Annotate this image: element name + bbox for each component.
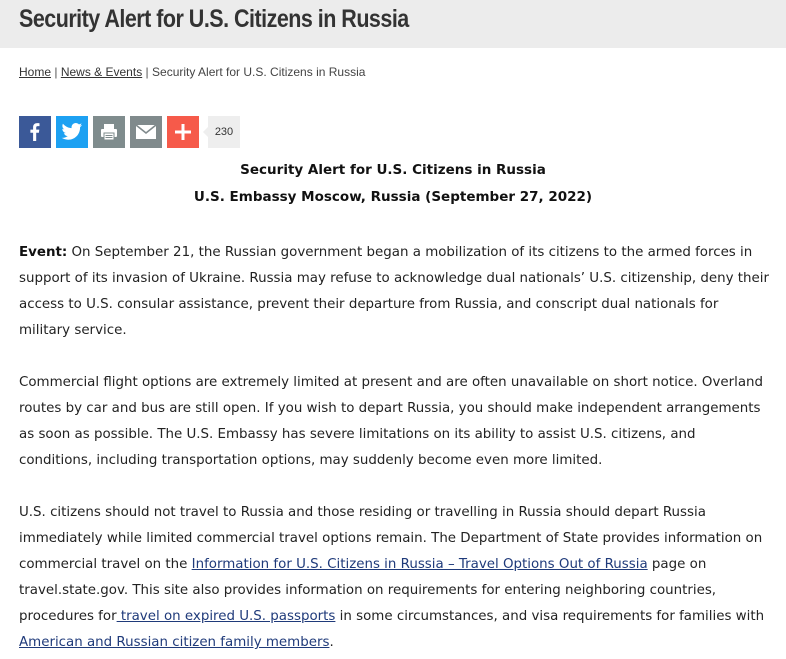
- breadcrumb-separator: |: [54, 65, 58, 79]
- family-members-link[interactable]: American and Russian citizen family members: [19, 635, 330, 650]
- twitter-share-button[interactable]: [56, 116, 88, 148]
- breadcrumb: [19, 64, 365, 80]
- article-body: [19, 240, 771, 659]
- twitter-icon: [61, 122, 83, 142]
- event-text: On September 21, the Russian government began a mobilization of its citizens to the armed forces in support of its invasion of Ukraine. Russia may refuse to acknowledge dual nationals’ U.S. citizenship, deny their access to U.S. consular assistance, prevent their departure from Russia, and conscript dual nationals for military service.: [19, 245, 769, 338]
- more-share-button[interactable]: [167, 116, 199, 148]
- travel-text: U.S. citizens should not travel to Russia and those residing or travelling in Russia should depart Russia immediately while limited commercial travel options remain. The Department of State provides information on commercial travel on the: [19, 505, 763, 572]
- breadcrumb-separator: |: [145, 65, 149, 79]
- print-icon: [99, 122, 119, 142]
- title-bar: [0, 0, 786, 48]
- facebook-icon: [25, 122, 45, 142]
- paragraph-event: [19, 240, 771, 344]
- travel-text: page on travel.state.gov. This site also provides information on requirements for entering neighboring countries, procedures for: [19, 557, 717, 624]
- breadcrumb-current: Security Alert for U.S. Citizens in Russia: [152, 65, 366, 79]
- breadcrumb-news-link[interactable]: News & Events: [60, 65, 143, 79]
- travel-text: in some circumstances, and visa requirements for families with: [335, 609, 765, 624]
- event-label: Event:: [19, 245, 68, 260]
- expired-passports-link[interactable]: travel on expired U.S. passports: [116, 609, 336, 624]
- email-icon: [135, 123, 157, 141]
- email-share-button[interactable]: [130, 116, 162, 148]
- article-subheading: U.S. Embassy Moscow, Russia (September 27, 2022): [193, 189, 593, 205]
- travel-text: .: [329, 635, 334, 650]
- share-count: 230: [208, 116, 240, 148]
- share-toolbar: [19, 116, 240, 148]
- paragraph-flights: Commercial flight options are extremely limited at present and are often unavailable on short notice. Overland routes by car and bus are still open. If you wish to depart Russia, you should make independent arrangements as soon as possible. The U.S. Embassy has severe limitations on its ability to assist U.S. citizens, and conditions, including transportation options, may suddenly become even more limited.: [19, 375, 764, 468]
- paragraph-travel: [19, 500, 771, 656]
- plus-icon: [174, 123, 192, 141]
- article-heading: Security Alert for U.S. Citizens in Russia: [240, 162, 546, 178]
- facebook-share-button[interactable]: [19, 116, 51, 148]
- page-title: Security Alert for U.S. Citizens in Russia: [19, 5, 409, 33]
- print-button[interactable]: [93, 116, 125, 148]
- travel-options-link[interactable]: Information for U.S. Citizens in Russia – Travel Options Out of Russia: [191, 557, 648, 572]
- breadcrumb-home-link[interactable]: Home: [19, 65, 52, 79]
